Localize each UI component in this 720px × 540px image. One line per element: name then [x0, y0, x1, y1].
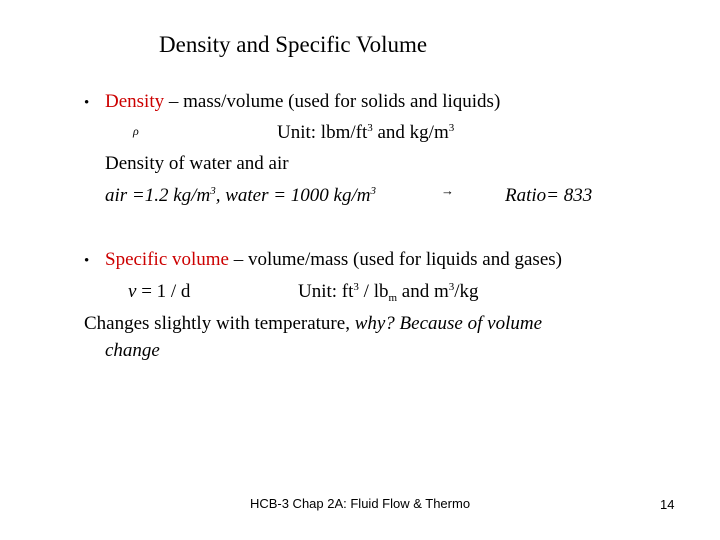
- formula: [128, 282, 190, 301]
- ratio-text: Ratio= 833: [505, 185, 593, 206]
- formula-v: v: [128, 281, 137, 302]
- sv-unit-lb: / lb: [358, 281, 389, 302]
- exp-air: 3: [210, 185, 216, 197]
- density-unit-prefix: Unit: lbm/ft: [277, 122, 368, 143]
- footer-text: HCB-3 Chap 2A: Fluid Flow & Thermo: [249, 496, 471, 511]
- density-definition: – mass/volume (used for solids and liquids): [164, 91, 501, 112]
- formula-rest: = 1 / d: [136, 281, 191, 302]
- page-number: 14: [660, 497, 675, 512]
- specific-volume-definition: – volume/mass (used for liquids and gases): [229, 249, 562, 270]
- rho-symbol: ρ: [133, 124, 139, 138]
- specific-volume-unit: [298, 281, 479, 304]
- bullet-density: •: [84, 95, 90, 111]
- sv-unit-prefix: Unit: ft: [298, 281, 354, 302]
- sv-unit-and: and m: [397, 281, 449, 302]
- slide-title: Density and Specific Volume: [159, 32, 428, 57]
- sv-unit-end: /kg: [454, 281, 479, 302]
- specific-volume-term: Specific volume: [105, 249, 229, 270]
- density-line: [105, 92, 500, 111]
- specific-volume-line: [105, 250, 562, 269]
- bullet-specific-volume: •: [84, 253, 90, 269]
- density-unit: [277, 123, 454, 142]
- exp-ft3-sv: 3: [353, 281, 359, 293]
- air-water-values: [105, 186, 376, 205]
- exp-ft3: 3: [367, 122, 373, 134]
- sub-m: m: [388, 292, 398, 304]
- changes-line: [84, 314, 542, 333]
- exp-water: 3: [370, 185, 376, 197]
- changes-text: Changes slightly with temperature,: [84, 313, 355, 334]
- exp-m3-sv: 3: [448, 281, 455, 293]
- arrow-icon: →: [441, 183, 454, 198]
- change-word: change: [105, 340, 160, 361]
- exp-m3: 3: [448, 122, 455, 134]
- water-value: , water = 1000 kg/m: [215, 185, 371, 206]
- density-term: Density: [105, 91, 165, 112]
- density-unit-mid: and kg/m: [372, 122, 449, 143]
- why-text: why? Because of volume: [354, 313, 543, 334]
- water-air-heading: Density of water and air: [105, 153, 289, 174]
- air-value: air =1.2 kg/m: [105, 185, 211, 206]
